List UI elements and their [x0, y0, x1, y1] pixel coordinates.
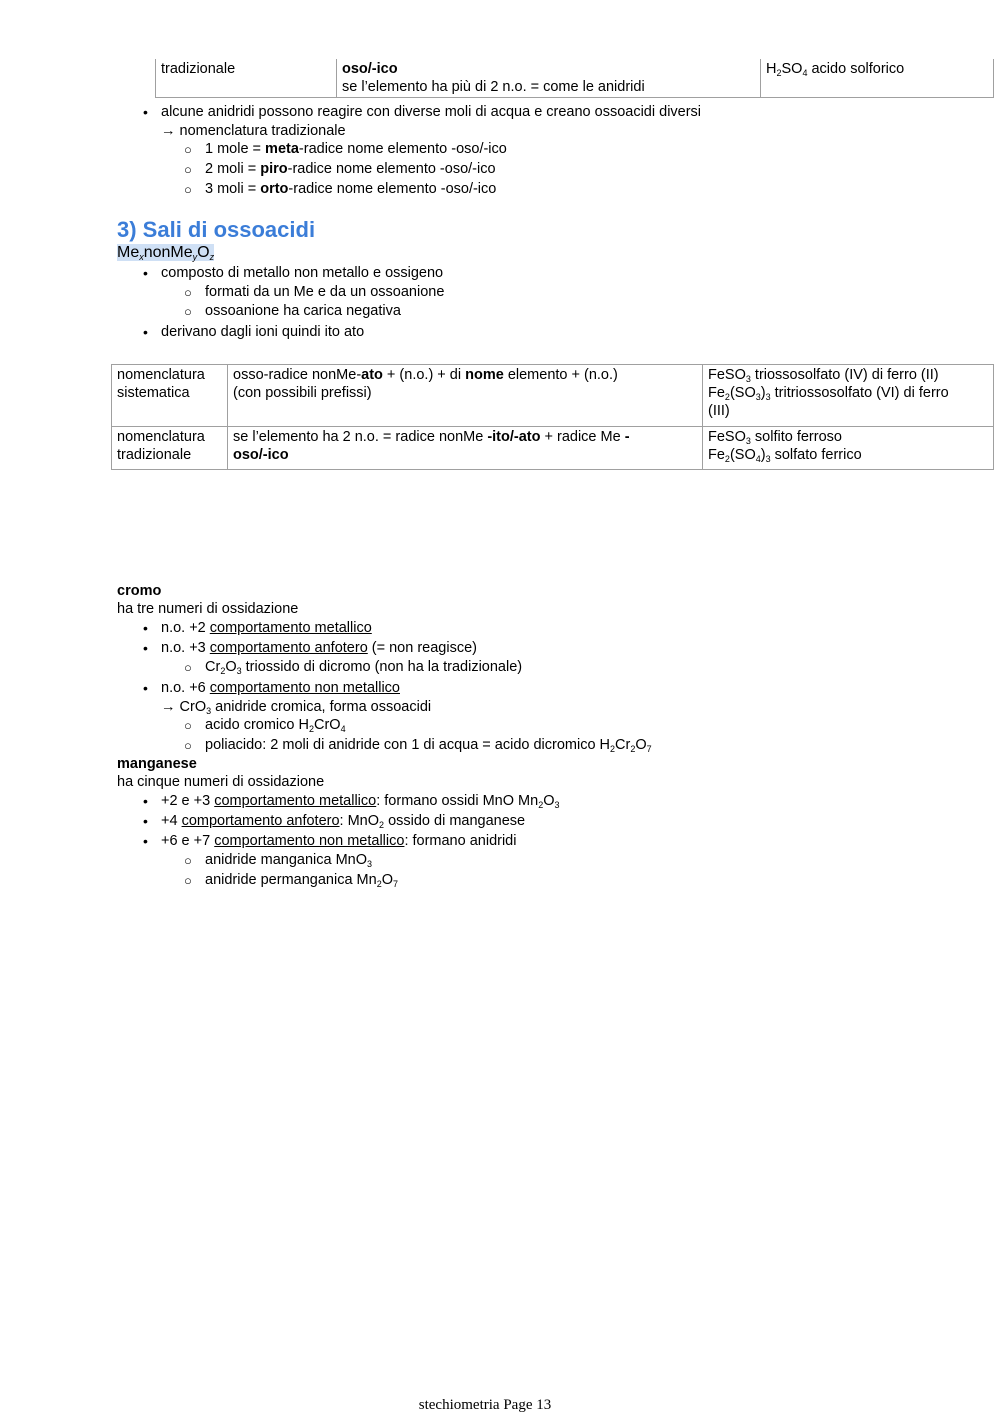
subscript: y	[192, 252, 198, 262]
list-text: -radice nome elemento -oso/-ico	[288, 181, 497, 197]
subscript: 3	[745, 436, 751, 446]
subscript: 2	[376, 879, 382, 889]
formula-part: FeSO	[708, 429, 746, 445]
cell-bold-text: oso/-ico	[233, 447, 289, 463]
list-text: -radice nome elemento -oso/-ico	[298, 141, 507, 157]
formula-part: Cr	[615, 737, 631, 753]
table-cell	[228, 365, 703, 427]
cell-text: elemento + (n.o.)	[503, 367, 618, 383]
cell-text: nomenclatura	[117, 429, 205, 445]
cell-text: se l’elemento ha più di 2 n.o. = come le anidridi	[342, 79, 645, 95]
subscript: 3	[554, 800, 560, 810]
table-row	[112, 365, 994, 427]
list-text: : MnO	[339, 813, 380, 829]
list-item	[205, 658, 522, 677]
paragraph-text: ha cinque numeri di ossidazione	[117, 774, 325, 790]
manganese-intro	[117, 773, 324, 792]
heading-text: cromo	[117, 583, 162, 599]
table-cell	[337, 59, 761, 98]
table-cell	[112, 427, 228, 470]
list-text: acido cromico H	[205, 717, 309, 733]
list-text: -radice nome elemento -oso/-ico	[287, 161, 496, 177]
list-item	[161, 679, 400, 698]
list-item	[161, 103, 701, 122]
subscript: 2	[379, 820, 385, 830]
list-bold: piro	[260, 161, 288, 177]
formula-part: O	[635, 737, 647, 753]
formula-part: Fe	[708, 385, 725, 401]
circle-bullet-icon: ○	[184, 873, 192, 888]
subscript: 3	[367, 859, 373, 869]
underlined-text: comportamento non metallico	[214, 833, 405, 849]
list-item	[161, 812, 525, 831]
formula-part: O	[225, 659, 237, 675]
cell-bold-text: nome	[465, 367, 504, 383]
list-item	[205, 160, 496, 179]
subscript: 3	[765, 392, 771, 402]
bullet-icon: •	[143, 833, 148, 849]
cell-bold-text: ato	[361, 367, 383, 383]
table-cell	[703, 427, 994, 470]
cromo-title	[117, 582, 161, 601]
list-item	[205, 140, 507, 159]
paragraph-text: ha tre numeri di ossidazione	[117, 601, 299, 617]
list-item	[205, 716, 346, 735]
underlined-text: comportamento non metallico	[209, 680, 400, 696]
cell-text: acido solforico	[807, 61, 905, 77]
formula-part: → CrO	[161, 699, 207, 715]
circle-bullet-icon: ○	[184, 142, 192, 157]
subscript: 7	[646, 744, 652, 754]
cell-text: se l’elemento ha 2 n.o. = radice nonMe	[233, 429, 488, 445]
circle-bullet-icon: ○	[184, 660, 192, 675]
subscript: 4	[340, 724, 346, 734]
list-text: (= non reagisce)	[367, 640, 477, 656]
cell-text: (con possibili prefissi)	[233, 385, 372, 401]
formula-part: (SO	[729, 385, 756, 401]
list-text: n.o. +6	[161, 680, 210, 696]
cell-text: solfato ferrico	[770, 447, 862, 463]
underlined-text: comportamento metallico	[209, 620, 372, 636]
list-text: alcune anidridi possono reagire con diverse moli di acqua e creano ossoacidi diversi	[161, 104, 702, 120]
list-item	[161, 264, 443, 283]
table-cell	[228, 427, 703, 470]
arrow-line	[161, 698, 431, 717]
circle-bullet-icon: ○	[184, 304, 192, 319]
manganese-title	[117, 755, 197, 774]
cell-text: nomenclatura	[117, 367, 205, 383]
list-text: +6 e +7	[161, 833, 215, 849]
list-text: anidride manganica MnO	[205, 852, 368, 868]
cell-text: tritriossosolfato (VI) di ferro	[770, 385, 949, 401]
subscript: 2	[724, 392, 730, 402]
table-row	[156, 59, 994, 98]
arrow-line	[161, 122, 346, 141]
list-text: n.o. +3	[161, 640, 210, 656]
general-formula	[117, 243, 214, 262]
formula-part: Me	[117, 244, 140, 261]
formula-part: O	[543, 793, 555, 809]
subscript: 3	[236, 666, 242, 676]
formula-part: (SO	[729, 447, 756, 463]
circle-bullet-icon: ○	[184, 285, 192, 300]
formula-part: O	[381, 872, 393, 888]
list-text: 1 mole =	[205, 141, 266, 157]
cromo-intro	[117, 600, 298, 619]
bullet-icon: •	[143, 104, 148, 120]
formula-part: Fe	[708, 447, 725, 463]
list-text: derivano dagli ioni quindi ito ato	[161, 324, 365, 340]
subscript: 7	[392, 879, 398, 889]
salts-table	[111, 364, 994, 470]
list-text: +4	[161, 813, 182, 829]
subscript: 2	[724, 454, 730, 464]
list-text: poliacido: 2 moli di anidride con 1 di acqua = acido dicromico H	[205, 737, 611, 753]
list-text: ossido di manganese	[384, 813, 526, 829]
subscript: 2	[630, 744, 636, 754]
formula-part: CrO	[313, 717, 341, 733]
circle-bullet-icon: ○	[184, 853, 192, 868]
cell-bold-text: -	[624, 429, 630, 445]
subscript: 2	[776, 68, 782, 78]
list-item	[161, 639, 477, 658]
table-cell	[156, 59, 337, 98]
subscript: 2	[308, 724, 314, 734]
circle-bullet-icon: ○	[184, 718, 192, 733]
formula-highlight	[117, 244, 214, 261]
list-text: anidride permanganica Mn	[205, 872, 377, 888]
bullet-icon: •	[143, 680, 148, 696]
formula-part: H	[766, 61, 777, 77]
table-row	[112, 427, 994, 470]
list-bold: orto	[260, 181, 289, 197]
list-item	[205, 851, 372, 870]
formula-part: Cr	[205, 659, 221, 675]
heading-text: manganese	[117, 756, 197, 772]
list-item	[205, 302, 401, 321]
list-text: : formano anidridi	[404, 833, 517, 849]
list-text: formati da un Me e da un ossoanione	[205, 284, 445, 300]
formula-part: O	[197, 244, 210, 261]
cell-text: triossosolfato (IV) di ferro (II)	[750, 367, 939, 383]
cell-bold-text: oso/-ico	[342, 61, 398, 77]
subscript: 3	[206, 706, 212, 716]
cell-text: + (n.o.) + di	[382, 367, 466, 383]
list-item	[161, 792, 560, 811]
list-text: : formano ossidi MnO Mn	[376, 793, 539, 809]
cell-text: tradizionale	[161, 61, 236, 77]
page-footer: stechiometria Page 13	[418, 1397, 552, 1413]
formula-part: nonMe	[143, 244, 193, 261]
formula-part: SO	[781, 61, 803, 77]
table-cell	[112, 365, 228, 427]
list-text: → nomenclatura tradizionale	[161, 123, 346, 139]
subscript: z	[209, 252, 215, 262]
list-text: 2 moli =	[205, 161, 261, 177]
list-item	[205, 871, 398, 890]
subscript: 3	[755, 392, 761, 402]
circle-bullet-icon: ○	[184, 182, 192, 197]
cell-text: sistematica	[117, 385, 190, 401]
underlined-text: comportamento anfotero	[181, 813, 340, 829]
top-table	[155, 59, 994, 98]
cell-text: solfito ferroso	[750, 429, 842, 445]
list-text: ossoanione ha carica negativa	[205, 303, 401, 319]
bullet-icon: •	[143, 813, 148, 829]
list-item	[205, 180, 496, 199]
list-text: anidride cromica, forma ossoacidi	[211, 699, 432, 715]
table-cell	[703, 365, 994, 427]
cell-text: osso-radice nonMe-	[233, 367, 362, 383]
underlined-text: comportamento anfotero	[209, 640, 368, 656]
list-text: triossido di dicromo (non ha la tradizionale)	[241, 659, 523, 675]
list-item	[161, 323, 364, 342]
circle-bullet-icon: ○	[184, 738, 192, 753]
subscript: 4	[755, 454, 761, 464]
list-text: n.o. +2	[161, 620, 210, 636]
bullet-icon: •	[143, 640, 148, 656]
cell-bold-text: -ito/-ato	[487, 429, 541, 445]
cell-text: tradizionale	[117, 447, 192, 463]
cell-text: + radice Me	[540, 429, 625, 445]
list-bold: meta	[265, 141, 299, 157]
bullet-icon: •	[143, 265, 148, 281]
list-item	[161, 832, 516, 851]
formula-part: FeSO	[708, 367, 746, 383]
list-item	[205, 736, 652, 755]
table-cell	[761, 59, 994, 98]
list-item	[205, 283, 444, 302]
subscript: 3	[745, 374, 751, 384]
list-text: +2 e +3	[161, 793, 215, 809]
bullet-icon: •	[143, 324, 148, 340]
underlined-text: comportamento metallico	[214, 793, 377, 809]
bullet-icon: •	[143, 793, 148, 809]
formula-part: )	[760, 385, 766, 401]
subscript: x	[139, 252, 144, 262]
circle-bullet-icon: ○	[184, 162, 192, 177]
subscript: 3	[765, 454, 771, 464]
cell-text: (III)	[708, 403, 730, 419]
bullet-icon: •	[143, 620, 148, 636]
section-title: 3) Sali di ossoacidi	[117, 217, 316, 242]
subscript: 2	[538, 800, 544, 810]
list-item	[161, 619, 372, 638]
formula-part: )	[760, 447, 766, 463]
subscript: 2	[220, 666, 226, 676]
list-text: 3 moli =	[205, 181, 261, 197]
list-text: composto di metallo non metallo e ossigeno	[161, 265, 444, 281]
subscript: 2	[610, 744, 616, 754]
subscript: 4	[802, 68, 808, 78]
